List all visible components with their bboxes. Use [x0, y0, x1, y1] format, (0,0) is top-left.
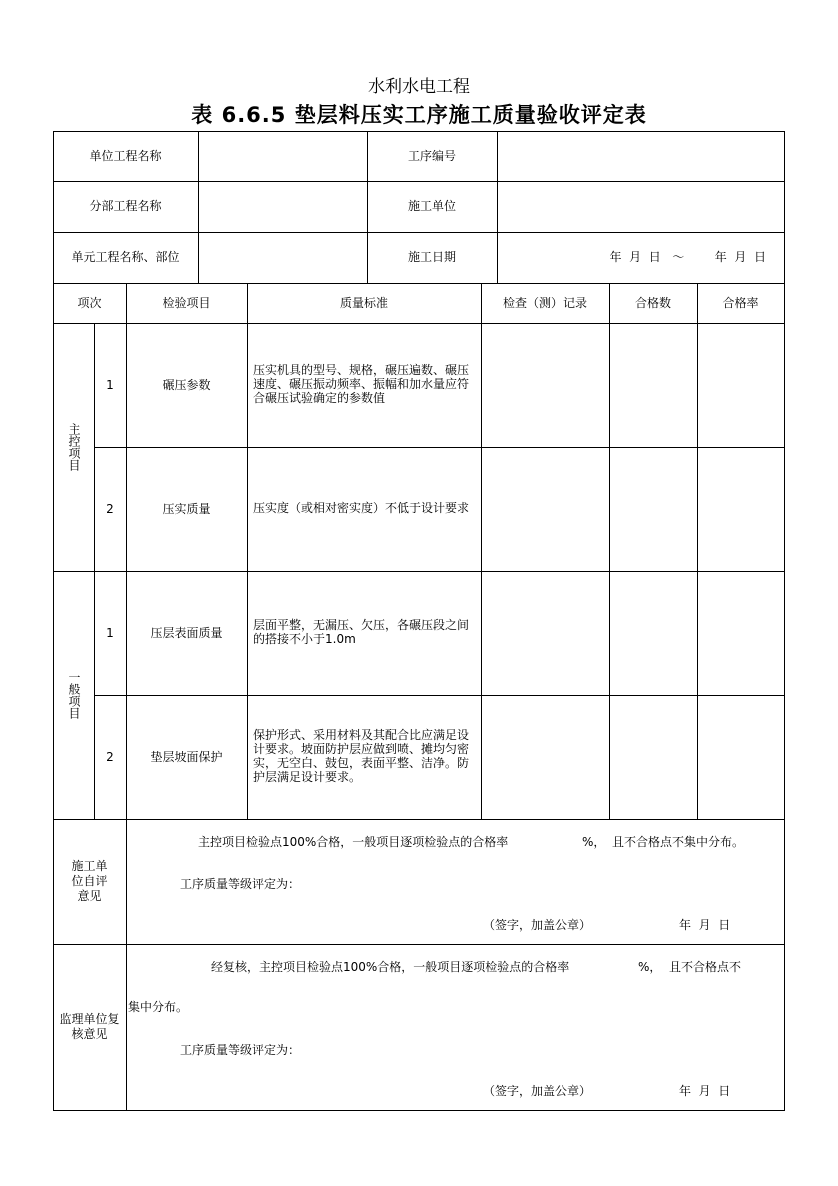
page-title: 表 6.6.5 垫层料压实工序施工质量验收评定表 — [191, 103, 647, 127]
group-general-label: 一般项目 — [67, 671, 81, 719]
division-label: 分部工程名称 — [89, 199, 162, 213]
row-standard: 压实机具的型号、规格，碾压遍数、碾压速度、碾压振动频率、振幅和加水量应符合碾压试验确定的参数值 — [253, 363, 470, 405]
supervision-sign-text: （签字，加盖公章） — [483, 1084, 592, 1098]
row-no: 1 — [106, 377, 114, 392]
date-value[interactable]: 年 月 日 ～ 年 月 日 — [609, 250, 766, 264]
row-pass-count[interactable] — [609, 571, 697, 695]
process-no-value[interactable] — [497, 131, 784, 181]
col-header-record: 检查（测）记录 — [502, 295, 587, 310]
group-main-label: 主控项目 — [67, 423, 81, 471]
row-item: 垫层坡面保护 — [150, 749, 223, 764]
row-no: 2 — [106, 749, 114, 764]
row-pass-count[interactable] — [609, 695, 697, 819]
division-value[interactable] — [198, 181, 367, 232]
element-label: 单元工程名称、部位 — [71, 250, 180, 264]
row-item: 碾压参数 — [162, 377, 211, 392]
construction-sign-text: （签字，加盖公章） — [483, 918, 592, 932]
row-pass-rate[interactable] — [697, 323, 784, 447]
row-pass-count[interactable] — [609, 323, 697, 447]
supervision-opinion-label: 监理单位复核意见 — [59, 1012, 120, 1041]
row-pass-count[interactable] — [609, 447, 697, 571]
supervision-date: 年 月 日 — [679, 1084, 731, 1098]
construction-grade-text: 工序质量等级评定为： — [180, 877, 301, 891]
process-no-label: 工序编号 — [407, 148, 456, 163]
row-record[interactable] — [481, 323, 609, 447]
construction-opinion-tail: 且不合格点不集中分布。 — [612, 835, 745, 849]
unit-project-label: 单位工程名称 — [89, 148, 162, 163]
row-pass-rate[interactable] — [697, 695, 784, 819]
h-line — [53, 944, 785, 945]
element-value[interactable] — [198, 232, 367, 283]
row-standard: 保护形式、采用材料及其配合比应满足设计要求。坡面防护层应做到喷、摊均匀密实，无空白、鼓包，表面平整、洁净。防护层满足设计要求。 — [253, 728, 470, 784]
row-pass-rate[interactable] — [697, 447, 784, 571]
row-no: 2 — [106, 501, 114, 516]
supervision-opinion-tail: 且不合格点不 — [669, 960, 742, 974]
row-standard: 压实度（或相对密实度）不低于设计要求 — [253, 501, 470, 516]
col-header-seq: 项次 — [77, 295, 102, 310]
date-label: 施工日期 — [407, 250, 456, 264]
row-standard: 层面平整，无漏压、欠压，各碾压段之间的搭接不小于1.0m — [253, 618, 470, 646]
row-record[interactable] — [481, 447, 609, 571]
constructor-label: 施工单位 — [407, 199, 456, 213]
row-no: 1 — [106, 625, 114, 640]
col-header-pass-rate: 合格率 — [722, 295, 759, 310]
construction-rate-unit: %， — [582, 835, 606, 849]
subtitle: 水利水电工程 — [368, 77, 470, 97]
unit-project-value[interactable] — [198, 131, 367, 181]
h-line — [53, 1110, 785, 1111]
supervision-grade-text: 工序质量等级评定为： — [180, 1043, 301, 1057]
h-line — [53, 819, 785, 820]
supervision-opinion-text: 经复核，主控项目检验点100%合格，一般项目逐项检验点的合格率 — [211, 960, 570, 974]
construction-date: 年 月 日 — [679, 918, 731, 932]
constructor-value[interactable] — [497, 181, 784, 232]
row-item: 压层表面质量 — [150, 625, 223, 640]
col-header-item: 检验项目 — [162, 295, 211, 310]
row-record[interactable] — [481, 571, 609, 695]
col-header-pass-count: 合格数 — [634, 295, 671, 310]
row-item: 压实质量 — [162, 501, 211, 516]
v-line — [784, 131, 785, 1111]
row-record[interactable] — [481, 695, 609, 819]
supervision-rate-unit: %， — [638, 960, 662, 974]
supervision-opinion-line2: 集中分布。 — [128, 1000, 189, 1014]
construction-opinion-text: 主控项目检验点100%合格，一般项目逐项检验点的合格率 — [198, 835, 509, 849]
construction-opinion-label: 施工单位自评意见 — [71, 859, 108, 903]
col-header-standard: 质量标准 — [339, 295, 388, 310]
row-pass-rate[interactable] — [697, 571, 784, 695]
